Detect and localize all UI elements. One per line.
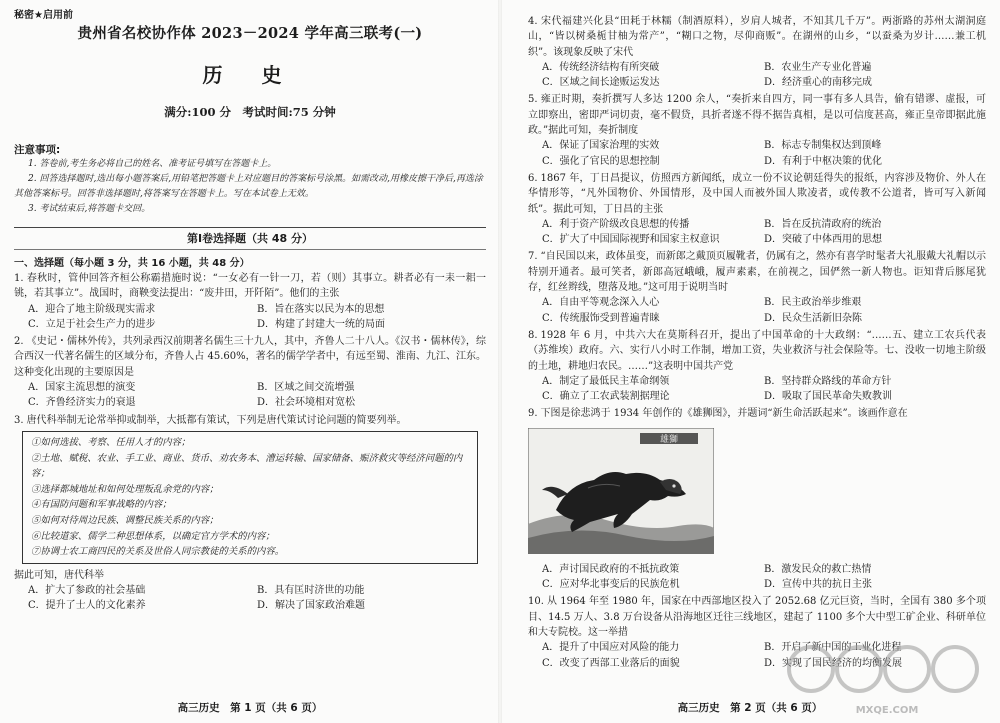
question-number: 4. <box>528 16 538 27</box>
section-title: 一、选择题（每小题 3 分，共 16 小题，共 48 分） <box>14 258 250 269</box>
material-line: ⑦协调士农工商四民的关系及世俗人同宗教徒的关系的内容。 <box>31 546 285 558</box>
option-a: A．提升了中国应对风险的能力 <box>542 642 680 654</box>
question-number: 2. <box>14 336 24 348</box>
question-2 <box>14 334 486 410</box>
option-b: B．区域之间交流增强 <box>257 382 355 394</box>
option-b: B．标志专制集权达到顶峰 <box>764 140 882 152</box>
question-stem: 从 1964 年至 1980 年，国家在中西部地区投入了 2052.68 亿元巨资，当时，全国有 380 多个项目、14.5 万人、3.8 万台设备从沿海地区迁往三线地区，建起了 1100 多个大中型工矿企业、科研单位和大专院校。这一举措 <box>528 596 986 638</box>
option-c: C．应对华北事变后的民族危机 <box>542 579 680 591</box>
material-line: ①如何选拔、考察、任用人才的内容； <box>31 436 191 448</box>
question-9 <box>528 406 986 592</box>
exam-title: 贵州省名校协作体 2023－2024 学年高三联考(一) <box>77 25 423 42</box>
question-7 <box>528 249 986 325</box>
question-8 <box>528 328 986 404</box>
option-d: D．突破了中体西用的思想 <box>764 234 883 246</box>
option-a: A．扩大了参政的社会基础 <box>28 585 146 597</box>
option-a: A．利于资产阶级改良思想的传播 <box>542 218 690 230</box>
option-d: D．实现了国民经济的均衡发展 <box>764 657 903 669</box>
question-4 <box>528 14 986 90</box>
question-number: 8. <box>528 329 538 341</box>
question-stem: 宋代福建兴化县“田耗于林糯（制酒原料），岁肩人城者，不知其几千万”。两浙路的苏州太湖洞庭山，“皆以树桑栀甘柚为常产”，“糊口之物，尽仰商贩”。在湖州的山乡，“以蚕桑为岁计……兼工机织”。该现象反映了宋代 <box>528 16 986 58</box>
question-number: 10. <box>528 596 544 608</box>
options <box>14 380 486 411</box>
question-1 <box>14 271 486 332</box>
part-title: 第Ⅰ卷选择题（共 48 分） <box>14 227 486 250</box>
option-a: A．制定了最低民主革命纲领 <box>542 375 670 387</box>
options <box>528 374 986 405</box>
exam-page-2 <box>500 0 1000 723</box>
note-2: 2. 回答选择题时,选出每小题答案后,用铅笔把答题卡上对应题目的答案标号涂黑。如需改动,用橡皮擦干净后,再选涂其他答案标号。回答非选择题时,将答案写在答题卡上。写在本试卷上无效。 <box>14 174 483 199</box>
option-d: D．吸取了国民革命失败教训 <box>764 391 893 403</box>
option-b: B．具有匡时济世的功能 <box>257 585 365 597</box>
exam-meta: 满分:100 分 考试时间:75 分钟 <box>164 105 336 119</box>
page-footer: 高三历史 第 2 页（共 6 页） <box>677 702 823 714</box>
question-stem: 下图是徐悲鸿于 1934 年创作的《雄狮图》，并题词“新生命活跃起来”。该画作意在 <box>540 408 908 420</box>
option-c: C．扩大了中国国际视野和国家主权意识 <box>542 234 720 246</box>
option-d: D．民众生活新旧杂陈 <box>764 312 863 324</box>
question-stem: 唐代科举制无论常举抑或制举，大抵都有策试，下列是唐代策试讨论问题的简要列举。 <box>26 414 407 426</box>
notes-title: 注意事项: <box>14 144 61 156</box>
options <box>528 562 986 593</box>
options <box>528 138 986 169</box>
question-number: 5. <box>528 94 538 106</box>
option-d: D．社会环境相对宽松 <box>257 397 356 409</box>
option-b: B．农业生产专业化普遍 <box>764 61 872 73</box>
question-3 <box>14 413 486 614</box>
option-b: B．旨在落实以民为本的思想 <box>257 303 385 315</box>
question-tail: 据此可知，唐代科举 <box>14 569 104 581</box>
material-line: ⑥比较道家、儒学二种思想体系，以确定官方学术的内容； <box>31 530 275 542</box>
site-watermark-logo <box>785 639 990 721</box>
option-a: A．声讨国民政府的不抵抗政策 <box>542 563 680 575</box>
material-line: ③选择都城地址和如何处理叛乱余党的内容； <box>31 483 219 495</box>
option-d: D．构建了封建大一统的局面 <box>257 318 386 330</box>
material-line: ④有国防问题和军事战略的内容； <box>31 499 172 511</box>
watermark-text: MXQE.COM <box>855 705 919 716</box>
options <box>528 295 986 326</box>
option-a: A．国家主流思想的演变 <box>28 382 136 394</box>
question-number: 6. <box>528 172 538 184</box>
note-3: 3. 考试结束后,将答题卡交回。 <box>28 204 151 214</box>
option-b: B．民主政治举步维艰 <box>764 297 862 309</box>
material-line: ⑤如何对待周边民族、调整民族关系的内容； <box>31 514 219 526</box>
question-number: 9. <box>528 408 538 420</box>
option-c: C．提升了士人的文化素养 <box>28 600 146 612</box>
option-a: A．自由平等观念深入人心 <box>542 297 660 309</box>
subject-title: 历 史 <box>202 63 298 87</box>
option-c: C．区域之间长途贩运发达 <box>542 77 660 89</box>
question-stem: 《史记・儒林外传》，共列录西汉前期著名儒生三十九人，其中，齐鲁人二十八人。《汉书・儒林传》，综合西汉一代著名儒生的区域分布，齐鲁人占 45.60%，著名的儒学学者中，有远至蜀、淮南、九江、江东。这种变化出现的主要原因是 <box>14 336 486 378</box>
question-stem: 雍正时期，奏折撰写人多达 1200 余人，“奏折来自四方，同一事有多人具告，偷有错谬、虚报，可立即察出，密即严词切责，毫不假贷，具折者遂不得不据告真相，是以可信度甚高，雍正皇帝即据此施政。”据此可知，奏折制度 <box>528 94 986 137</box>
option-c: C．强化了官民的思想控制 <box>542 155 660 167</box>
question-stem: 1867 年，丁日昌提议，仿照西方新闻纸，成立一份不议论朝廷得失的报纸，内容涉及物价、外人在华情形等，“凡外国物价、外国情形，及中国人而被外国人欺凌者，或传教不公道者，皆可写入新闻纸”。据此可知，丁日昌的主张 <box>528 172 986 215</box>
painting-seal-text: 雄獅 <box>659 434 679 445</box>
question-stem: 春秋时，管仲回答齐桓公称霸措施时说：“一女必有一针一刀，若（则）其事立。耕者必有一耒一耜一铫，若其事立”。战国时，商鞅变法提出：“废井田，开阡陌”。他们的主张 <box>14 273 486 300</box>
question-5 <box>528 92 986 168</box>
option-b: B．激发民众的救亡热情 <box>764 563 872 575</box>
options <box>14 302 486 333</box>
material-box <box>22 431 478 564</box>
options <box>528 217 986 248</box>
option-c: C．确立了工农武装割据理论 <box>542 391 670 403</box>
option-b: B．开启了新中国的工业化进程 <box>764 642 902 654</box>
secret-label: 秘密★启用前 <box>14 10 73 21</box>
options <box>528 60 986 91</box>
option-d: D．经济重心的南移完成 <box>764 77 873 89</box>
option-d: D．宣传中共的抗日主张 <box>764 579 873 591</box>
option-d: D．有利于中枢决策的优化 <box>764 155 883 167</box>
material-line: ②土地、赋税、农业、手工业、商业、货币、劝农务本、漕运转输、国家储备、赈济救灾等经济问题的内容； <box>31 452 463 480</box>
note-1: 1. 答卷前,考生务必将自己的姓名、准考证号填写在答题卡上。 <box>28 159 277 169</box>
option-a: A．迎合了地主阶级现实需求 <box>28 303 156 315</box>
options <box>14 583 486 614</box>
option-b: B．坚持群众路线的革命方针 <box>764 375 892 387</box>
question-number: 7. <box>528 251 538 263</box>
option-a: A．传统经济结构有所突破 <box>542 61 660 73</box>
option-c: C．传统服饰受到普遍青睐 <box>542 312 660 324</box>
lion-painting-image <box>528 428 714 554</box>
page-footer: 高三历史 第 1 页（共 6 页） <box>177 702 323 714</box>
option-c: C．改变了西部工业落后的面貌 <box>542 657 680 669</box>
question-stem: “自民国以来，政体虽变，而新郎之戴顶页履靴者，仍属有之，然亦有喜学时髦者大礼服戴大礼帽以示特别开通者。最可笑者，新郎高冠峨峨，履声素素，在前视之，国俨然一新人物也。讵知背后豚尾犹存，红丝辫线，堕落及地。”这可用于说明当时 <box>528 251 986 294</box>
question-number: 3. <box>14 414 24 426</box>
option-b: B．旨在反抗清政府的统治 <box>764 218 882 230</box>
question-6 <box>528 171 986 247</box>
option-d: D．解决了国家政治难题 <box>257 600 366 612</box>
option-a: A．保证了国家治理的实效 <box>542 140 660 152</box>
option-c: C．齐鲁经济实力的衰退 <box>28 397 136 409</box>
question-stem: 1928 年 6 月，中共六大在莫斯科召开，提出了中国革命的十大政纲：“……五、建立工农兵代表（苏维埃）政府。六、实行八小时工作制，增加工资，失业救济与社会保险等。七、没收一切地主阶级的土地，耕地归农民。……”这表明中国共产党 <box>528 329 986 372</box>
option-c: C．立足于社会生产力的进步 <box>28 318 156 330</box>
question-number: 1. <box>14 273 24 284</box>
